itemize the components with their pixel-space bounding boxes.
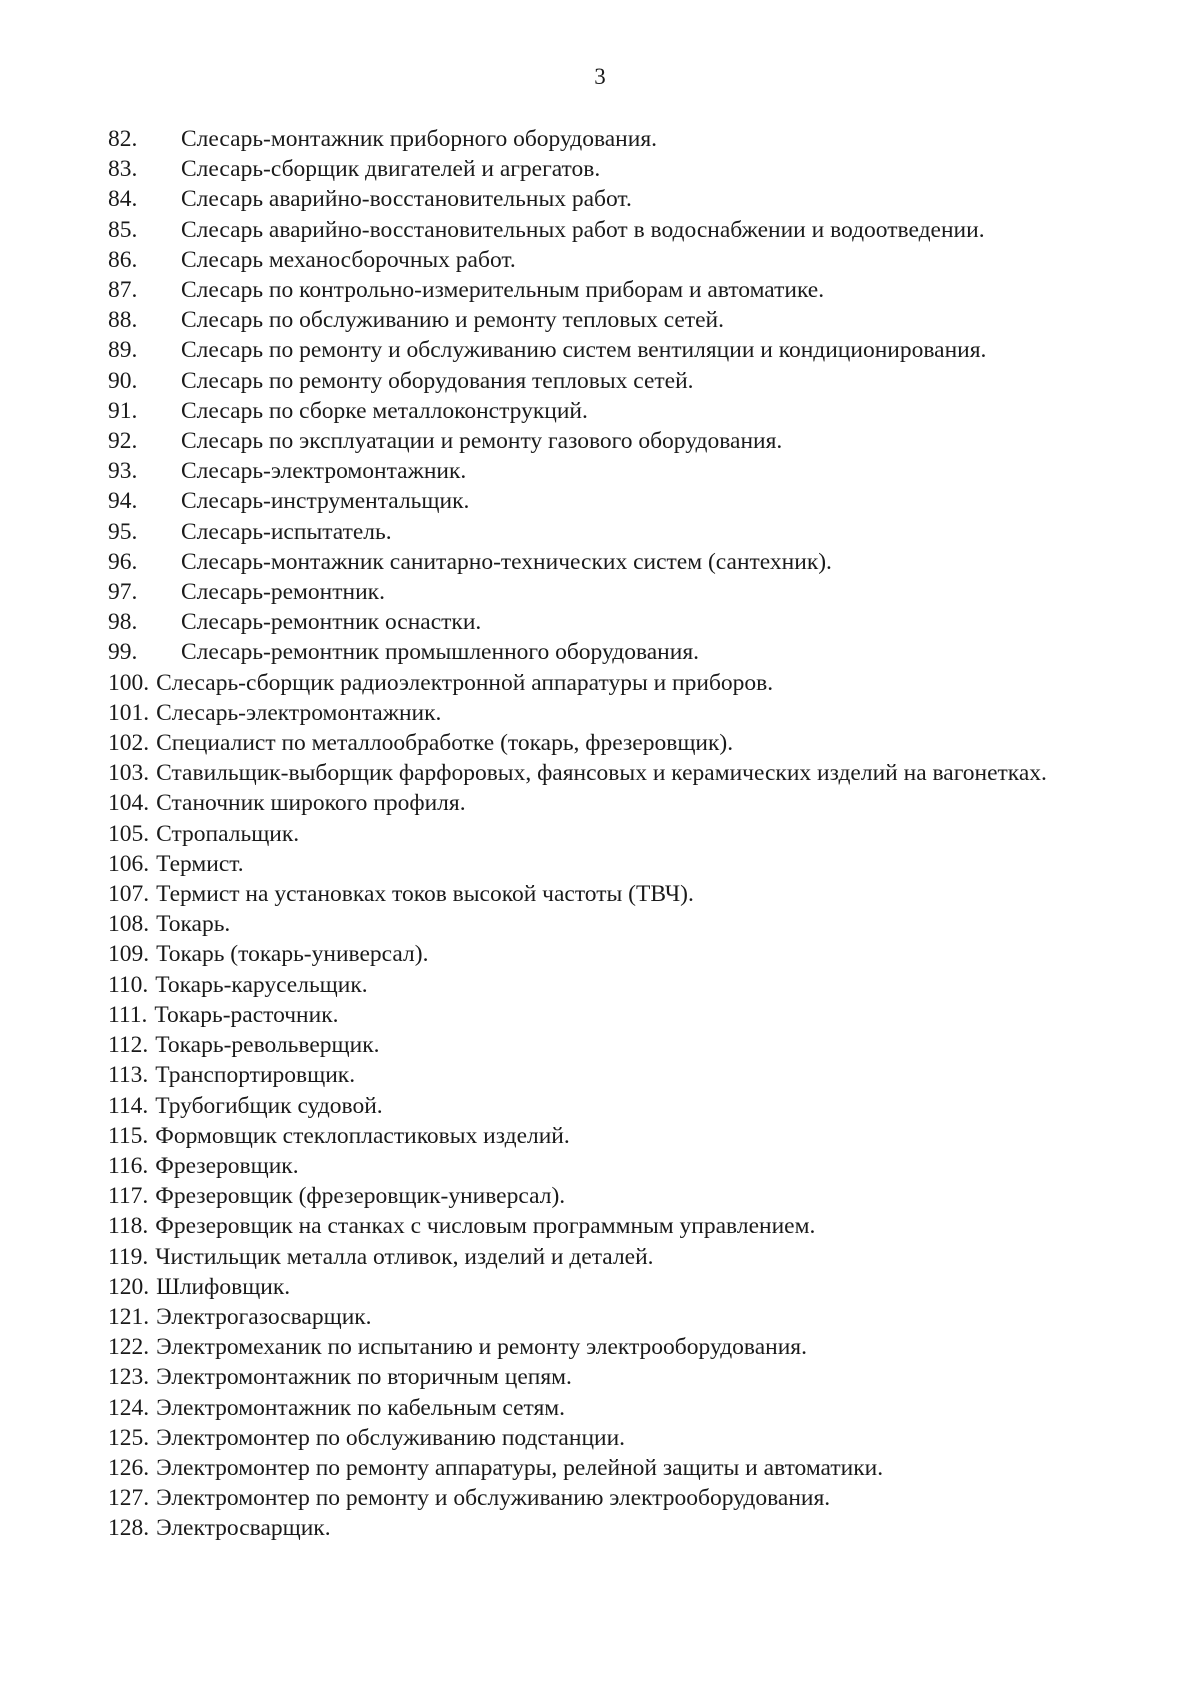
list-item-number: 126. [108,1454,150,1481]
list-item [108,184,1153,214]
list-item [108,486,1153,516]
list-item-text: Стропальщик. [156,820,300,847]
list-item [108,366,1153,396]
list-item-number: 87. [108,277,138,304]
list-item-number: 85. [108,216,138,243]
list-item-text: Электрогазосварщик. [156,1303,372,1330]
list-item-number: 83. [108,156,138,183]
list-item-text: Электромонтер по обслуживанию подстанции. [156,1424,626,1451]
list-item-text: Слесарь-ремонтник промышленного оборудования. [181,639,699,666]
list-item [108,939,1153,969]
list-item-number: 105. [108,820,150,847]
list-item-number: 112. [108,1032,149,1059]
list-item [108,456,1153,486]
list-item-number: 121. [108,1303,150,1330]
list-item [108,728,1153,758]
list-item-number: 98. [108,609,138,636]
list-item-number: 101. [108,699,150,726]
list-item [108,1272,1153,1302]
list-item-text: Токарь-расточник. [154,1001,339,1028]
list-item-number: 88. [108,307,138,334]
list-item [108,879,1153,909]
list-item-number: 120. [108,1273,150,1300]
list-item-text: Токарь-карусельщик. [155,971,368,998]
list-item [108,245,1153,275]
list-item-text: Электромонтер по ремонту аппаратуры, релейной защиты и автоматики. [156,1454,884,1481]
list-item [108,517,1153,547]
list-item-text: Слесарь-электромонтажник. [181,458,467,485]
list-item [108,1121,1153,1151]
list-item [108,637,1153,667]
list-item-number: 110. [108,971,149,998]
list-item [108,1211,1153,1241]
list-item [108,1453,1153,1483]
list-item [108,154,1153,184]
list-item-number: 91. [108,397,138,424]
list-item [108,335,1153,365]
list-item-number: 82. [108,126,138,152]
list-item [108,1151,1153,1181]
list-item-number: 102. [108,730,150,757]
list-item [108,1332,1153,1362]
list-item-number: 95. [108,518,138,545]
list-item-number: 106. [108,850,150,877]
list-item-number: 89. [108,337,138,364]
list-item-number: 108. [108,911,150,938]
list-item-number: 84. [108,186,138,213]
list-item-number: 99. [108,639,138,666]
list-item-text: Слесарь-монтажник приборного оборудования. [181,126,658,152]
list-item-number: 116. [108,1152,149,1179]
list-item-text: Электромонтер по ремонту и обслуживанию электрооборудования. [156,1485,831,1512]
list-item-text: Токарь-револьверщик. [155,1032,380,1059]
list-item [108,124,1153,154]
list-item-text: Слесарь-сборщик двигателей и агрегатов. [181,156,601,183]
list-item-number: 113. [108,1062,149,1089]
list-item-number: 86. [108,246,138,273]
list-item-text: Фрезеровщик (фрезеровщик-универсал). [155,1183,566,1210]
list-item [108,396,1153,426]
list-item [108,547,1153,577]
list-item [108,1302,1153,1332]
list-item-text: Слесарь механосборочных работ. [181,246,516,273]
list-item [108,1091,1153,1121]
list-item-text: Фрезеровщик на станках с числовым программным управлением. [155,1213,816,1240]
list-item-number: 115. [108,1122,149,1149]
list-item-text: Слесарь-ремонтник оснастки. [181,609,482,636]
list-item [108,758,1153,788]
page-number: 3 [594,64,606,89]
list-item [108,819,1153,849]
list-item-number: 104. [108,790,150,817]
list-item-text: Токарь (токарь-универсал). [156,941,429,968]
list-item-text: Слесарь по обслуживанию и ремонту тепловых сетей. [181,307,725,334]
list-item-number: 124. [108,1394,150,1421]
list-item-text: Электромонтажник по кабельным сетям. [156,1394,566,1421]
list-item-number: 96. [108,548,138,575]
list-item [108,1423,1153,1453]
list-item-number: 93. [108,458,138,485]
list-item-number: 103. [108,760,150,787]
list-item-text: Фрезеровщик. [155,1152,299,1179]
list-item-number: 117. [108,1183,149,1210]
list-item-text: Слесарь аварийно-восстановительных работ в водоснабжении и водоотведении. [181,216,985,243]
list-item [108,1060,1153,1090]
list-item-text: Станочник широкого профиля. [156,790,466,817]
list-item [108,577,1153,607]
list-item-text: Транспортировщик. [155,1062,356,1089]
list-item [108,849,1153,879]
list-item-text: Слесарь по контрольно-измерительным приборам и автоматике. [181,277,825,304]
list-item [108,788,1153,818]
list-item-text: Слесарь-инструментальщик. [181,488,470,515]
list-item-number: 94. [108,488,138,515]
list-item-number: 127. [108,1485,150,1512]
list-item-text: Слесарь-ремонтник. [181,579,385,606]
list-item [108,275,1153,305]
list-item-number: 90. [108,367,138,394]
list-item-text: Электромеханик по испытанию и ремонту электрооборудования. [156,1334,807,1361]
list-item-number: 107. [108,881,150,908]
profession-list [108,124,1153,1544]
list-item [108,668,1153,698]
list-item-text: Формовщик стеклопластиковых изделий. [155,1122,570,1149]
list-item-text: Электросварщик. [156,1515,331,1542]
list-item-text: Ставильщик-выборщик фарфоровых, фаянсовых и керамических изделий на вагонетках. [156,760,1047,787]
list-item-text: Чистильщик металла отливок, изделий и деталей. [155,1243,654,1270]
list-item-text: Слесарь по сборке металлоконструкций. [181,397,588,424]
list-item-number: 119. [108,1243,149,1270]
list-item-number: 125. [108,1424,150,1451]
list-item-text: Трубогибщик судовой. [155,1092,383,1119]
list-item [108,426,1153,456]
list-item-text: Шлифовщик. [156,1273,291,1300]
list-item-text: Слесарь-монтажник санитарно-технических систем (сантехник). [181,548,832,575]
list-item-number: 114. [108,1092,149,1119]
list-item [108,215,1153,245]
list-item-text: Термист на установках токов высокой частоты (ТВЧ). [156,881,694,908]
list-item-number: 122. [108,1334,150,1361]
list-item-text: Термист. [156,850,244,877]
list-item [108,698,1153,728]
list-item-text: Слесарь по ремонту оборудования тепловых сетей. [181,367,694,394]
list-item-text: Слесарь-сборщик радиоэлектронной аппаратуры и приборов. [156,669,774,696]
list-item-number: 123. [108,1364,150,1391]
list-item [108,1030,1153,1060]
list-item-text: Слесарь-электромонтажник. [156,699,442,726]
list-item-text: Специалист по металлообработке (токарь, фрезеровщик). [156,730,734,757]
list-item-number: 100. [108,669,150,696]
list-item [108,1513,1153,1543]
list-item [108,1000,1153,1030]
list-item-number: 97. [108,579,138,606]
list-item-number: 111. [108,1001,148,1028]
list-item-number: 128. [108,1515,150,1542]
list-item-text: Токарь. [156,911,231,938]
list-item [108,970,1153,1000]
list-item-number: 118. [108,1213,149,1240]
list-item-number: 109. [108,941,150,968]
list-item-text: Слесарь аварийно-восстановительных работ. [181,186,632,213]
list-item-number: 92. [108,428,138,455]
list-item-text: Слесарь по эксплуатации и ремонту газового оборудования. [181,428,783,455]
list-item-text: Электромонтажник по вторичным цепям. [156,1364,572,1391]
list-item [108,607,1153,637]
list-item [108,1181,1153,1211]
list-item-text: Слесарь-испытатель. [181,518,392,545]
list-item [108,305,1153,335]
list-item [108,909,1153,939]
list-item-text: Слесарь по ремонту и обслуживанию систем вентиляции и кондиционирования. [181,337,987,364]
list-item [108,1483,1153,1513]
list-item [108,1242,1153,1272]
list-item [108,1362,1153,1392]
list-item [108,1393,1153,1423]
